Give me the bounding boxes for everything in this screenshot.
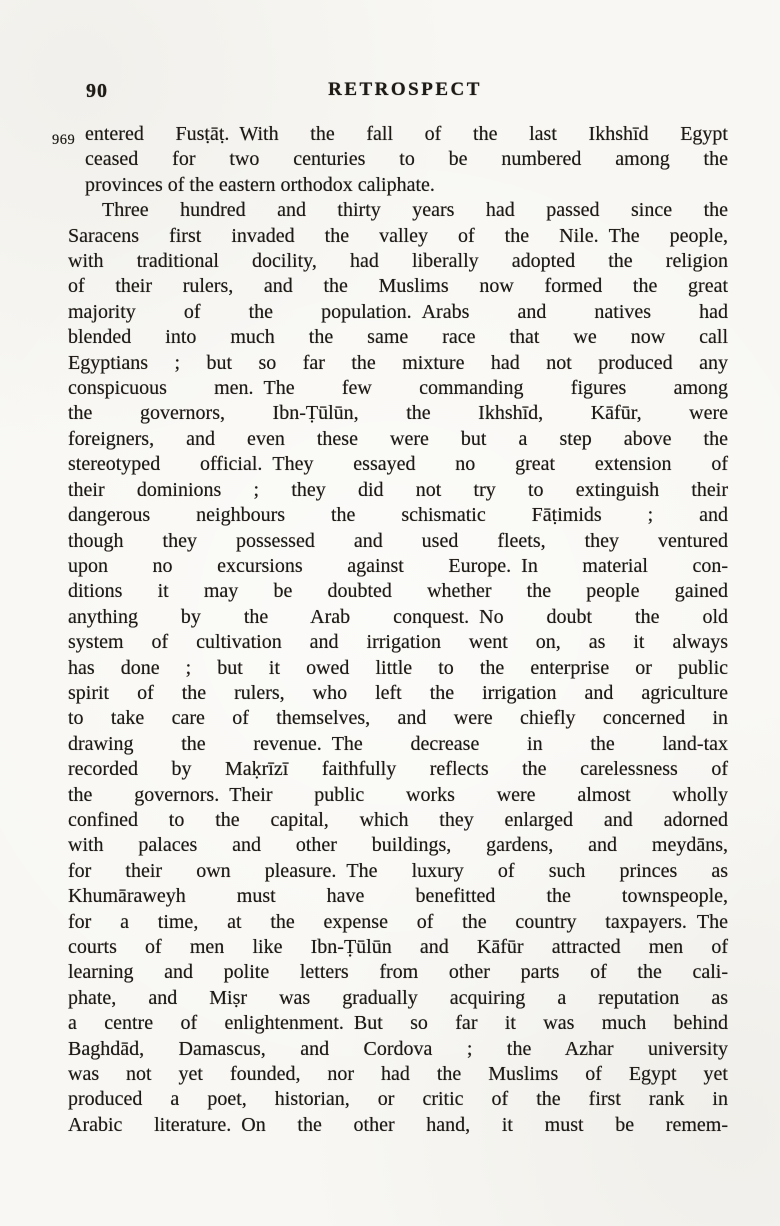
page-number: 90 — [86, 80, 108, 102]
text-line: for their own pleasure. The luxury of such princes as — [68, 859, 728, 882]
text-line: stereotyped official. They essayed no great extension of — [68, 453, 728, 476]
text-line: the governors, Ibn-Ṭūlūn, the Ikhshīd, Kāfūr, were — [68, 402, 728, 425]
text-line: spirit of the rulers, who left the irrigation and agriculture — [68, 681, 728, 704]
text-line: produced a poet, historian, or critic of the first rank in — [68, 1088, 728, 1111]
text-line: Three hundred and thirty years had passed since the — [102, 199, 728, 222]
page-header — [68, 79, 728, 103]
page-body — [52, 122, 728, 1138]
text-line: courts of men like Ibn-Ṭūlūn and Kāfūr attracted men of — [68, 936, 728, 958]
text-line: anything by the Arab conquest. No doubt the old — [68, 605, 728, 628]
text-line: a centre of enlightenment. But so far it was much behind — [68, 1012, 728, 1035]
text-line: phate, and Miṣr was gradually acquiring a reputation as — [68, 986, 728, 1009]
text-line: Saracens first invaded the valley of the Nile. The people, — [68, 224, 728, 247]
text-line: system of cultivation and irrigation went on, as it always — [68, 631, 728, 654]
text-line: upon no excursions against Europe. In material con- — [68, 554, 728, 577]
text-line: drawing the revenue. The decrease in the land-tax — [68, 732, 728, 755]
text-line: ceased for two centuries to be numbered among the — [85, 148, 728, 171]
text-line: has done ; but it owed little to the enterprise or public — [68, 656, 728, 679]
paragraph — [68, 198, 728, 1138]
text-line: learning and polite letters from other parts of the cali- — [68, 961, 728, 984]
text-line: Arabic literature. On the other hand, it must be remem- — [68, 1113, 728, 1136]
paragraph — [85, 122, 728, 198]
text-line: for a time, at the expense of the country taxpayers. The — [68, 910, 728, 933]
text-line: majority of the population. Arabs and natives had — [68, 300, 728, 323]
text-line: the governors. Their public works were almost wholly — [68, 783, 728, 806]
text-line: Egyptians ; but so far the mixture had not produced any — [68, 351, 728, 374]
text-line: with traditional docility, had liberally adopted the religion — [68, 250, 728, 273]
text-line: blended into much the same race that we now call — [68, 326, 728, 349]
text-line: foreigners, and even these were but a step above the — [68, 427, 728, 450]
margin-year-note: 969 — [52, 132, 76, 148]
text-line: confined to the capital, which they enlarged and adorned — [68, 808, 728, 831]
running-head: RETROSPECT — [328, 79, 482, 100]
text-line: their dominions ; they did not try to extinguish their — [68, 478, 728, 501]
text-line: Khumāraweyh must have benefitted the townspeople, — [68, 885, 728, 908]
text-line: entered Fusṭāṭ. With the fall of the last Ikhshīd Egypt — [85, 123, 728, 145]
text-line: to take care of themselves, and were chiefly concerned in — [68, 707, 728, 730]
text-line: conspicuous men. The few commanding figures among — [68, 377, 728, 400]
text-line: with palaces and other buildings, gardens, and meydāns, — [68, 834, 728, 857]
text-line: provinces of the eastern orthodox caliphate. — [85, 173, 435, 196]
text-line: of their rulers, and the Muslims now formed the great — [68, 275, 728, 298]
text-line: was not yet founded, nor had the Muslims of Egypt yet — [68, 1063, 728, 1086]
text-line: dangerous neighbours the schismatic Fāṭimids ; and — [68, 504, 728, 527]
text-line: ditions it may be doubted whether the people gained — [68, 580, 728, 603]
text-line: Baghdād, Damascus, and Cordova ; the Azhar university — [68, 1037, 728, 1060]
text-line: though they possessed and used fleets, they ventured — [68, 529, 728, 552]
text-line: recorded by Maḳrīzī faithfully reflects the carelessness of — [68, 758, 728, 781]
